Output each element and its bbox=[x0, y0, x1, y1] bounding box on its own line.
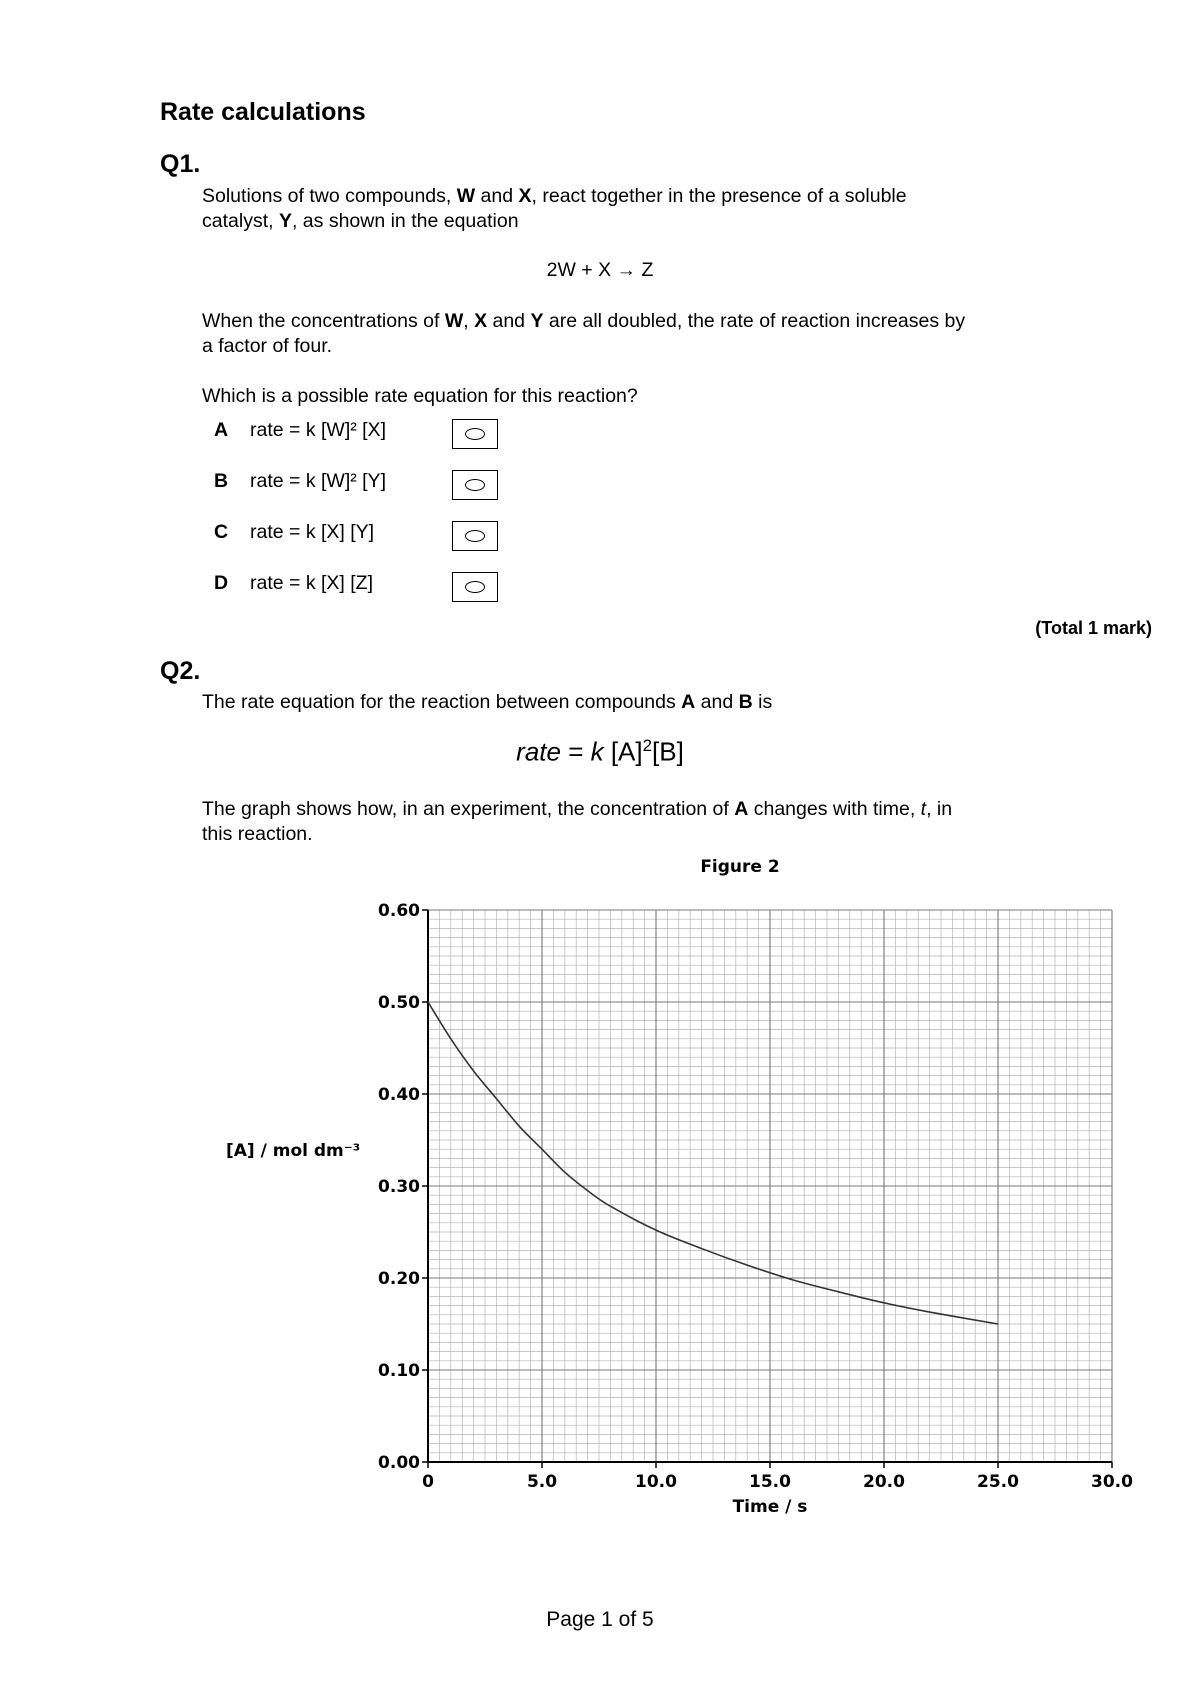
y-tick-label: 0.60 bbox=[378, 901, 420, 921]
option-letter: B bbox=[214, 470, 229, 492]
y-tick-label: 0.10 bbox=[378, 1361, 420, 1381]
q1-question: Which is a possible rate equation for this reaction? bbox=[202, 385, 638, 407]
q1-option-a-equation: rate = k [W]² [X] bbox=[250, 419, 386, 441]
q1-equation: 2W + X → Z bbox=[546, 259, 654, 281]
option-letter: D bbox=[214, 572, 229, 594]
y-tick-label: 0.20 bbox=[378, 1269, 420, 1289]
q1-option-b-equation: rate = k [W]² [Y] bbox=[250, 470, 386, 492]
x-tick-label: 30.0 bbox=[1091, 1472, 1133, 1492]
x-axis-label: Time / s bbox=[732, 1497, 808, 1517]
document-title: Rate calculations bbox=[160, 98, 366, 126]
q1-option-c-equation: rate = k [X] [Y] bbox=[250, 521, 375, 543]
y-tick-label: 0.30 bbox=[378, 1177, 420, 1197]
x-tick-label: 15.0 bbox=[749, 1472, 791, 1492]
q1-intro-line2: catalyst, Y, as shown in the equation bbox=[202, 210, 519, 232]
chart-labels bbox=[226, 1141, 807, 1517]
q1-option-d-equation: rate = k [X] [Z] bbox=[250, 572, 373, 594]
y-tick-label: 0.50 bbox=[378, 993, 420, 1013]
q2-rate-equation: rate = k $[A]^2[B]$ bbox=[516, 736, 684, 767]
q1-condition-line2: a factor of four. bbox=[202, 335, 333, 357]
y-tick-label: 0.40 bbox=[378, 1085, 420, 1105]
y-axis-label: [A] / mol dm⁻³ bbox=[226, 1141, 361, 1161]
q2-graph-description-line1: The graph shows how, in an experiment, the concentration of A changes with time, t, in bbox=[202, 798, 953, 820]
y-tick-label: 0.00 bbox=[378, 1453, 420, 1473]
x-tick-label: 0 bbox=[422, 1472, 434, 1492]
x-tick-label: 20.0 bbox=[863, 1472, 905, 1492]
x-tick-label: 10.0 bbox=[635, 1472, 677, 1492]
q2-number: Q2. bbox=[160, 657, 201, 685]
x-tick-label: 25.0 bbox=[977, 1472, 1019, 1492]
q1-total-mark: (Total 1 mark) bbox=[1035, 618, 1152, 638]
page-footer: Page 1 of 5 bbox=[546, 1608, 654, 1631]
q1-condition-line1: When the concentrations of W, X and Y are all doubled, the rate of reaction increases by bbox=[202, 310, 966, 332]
q1-number: Q1. bbox=[160, 150, 201, 178]
figure-title: Figure 2 bbox=[700, 857, 780, 877]
option-letter: A bbox=[214, 419, 229, 441]
q2-graph-description-line2: this reaction. bbox=[202, 823, 313, 845]
chart-ticks bbox=[378, 901, 1133, 1492]
option-letter: C bbox=[214, 521, 229, 543]
q1-intro-line1: Solutions of two compounds, W and X, react together in the presence of a soluble bbox=[202, 185, 907, 207]
x-tick-label: 5.0 bbox=[526, 1472, 558, 1492]
q2-intro: The rate equation for the reaction between compounds A and B is bbox=[202, 691, 773, 713]
